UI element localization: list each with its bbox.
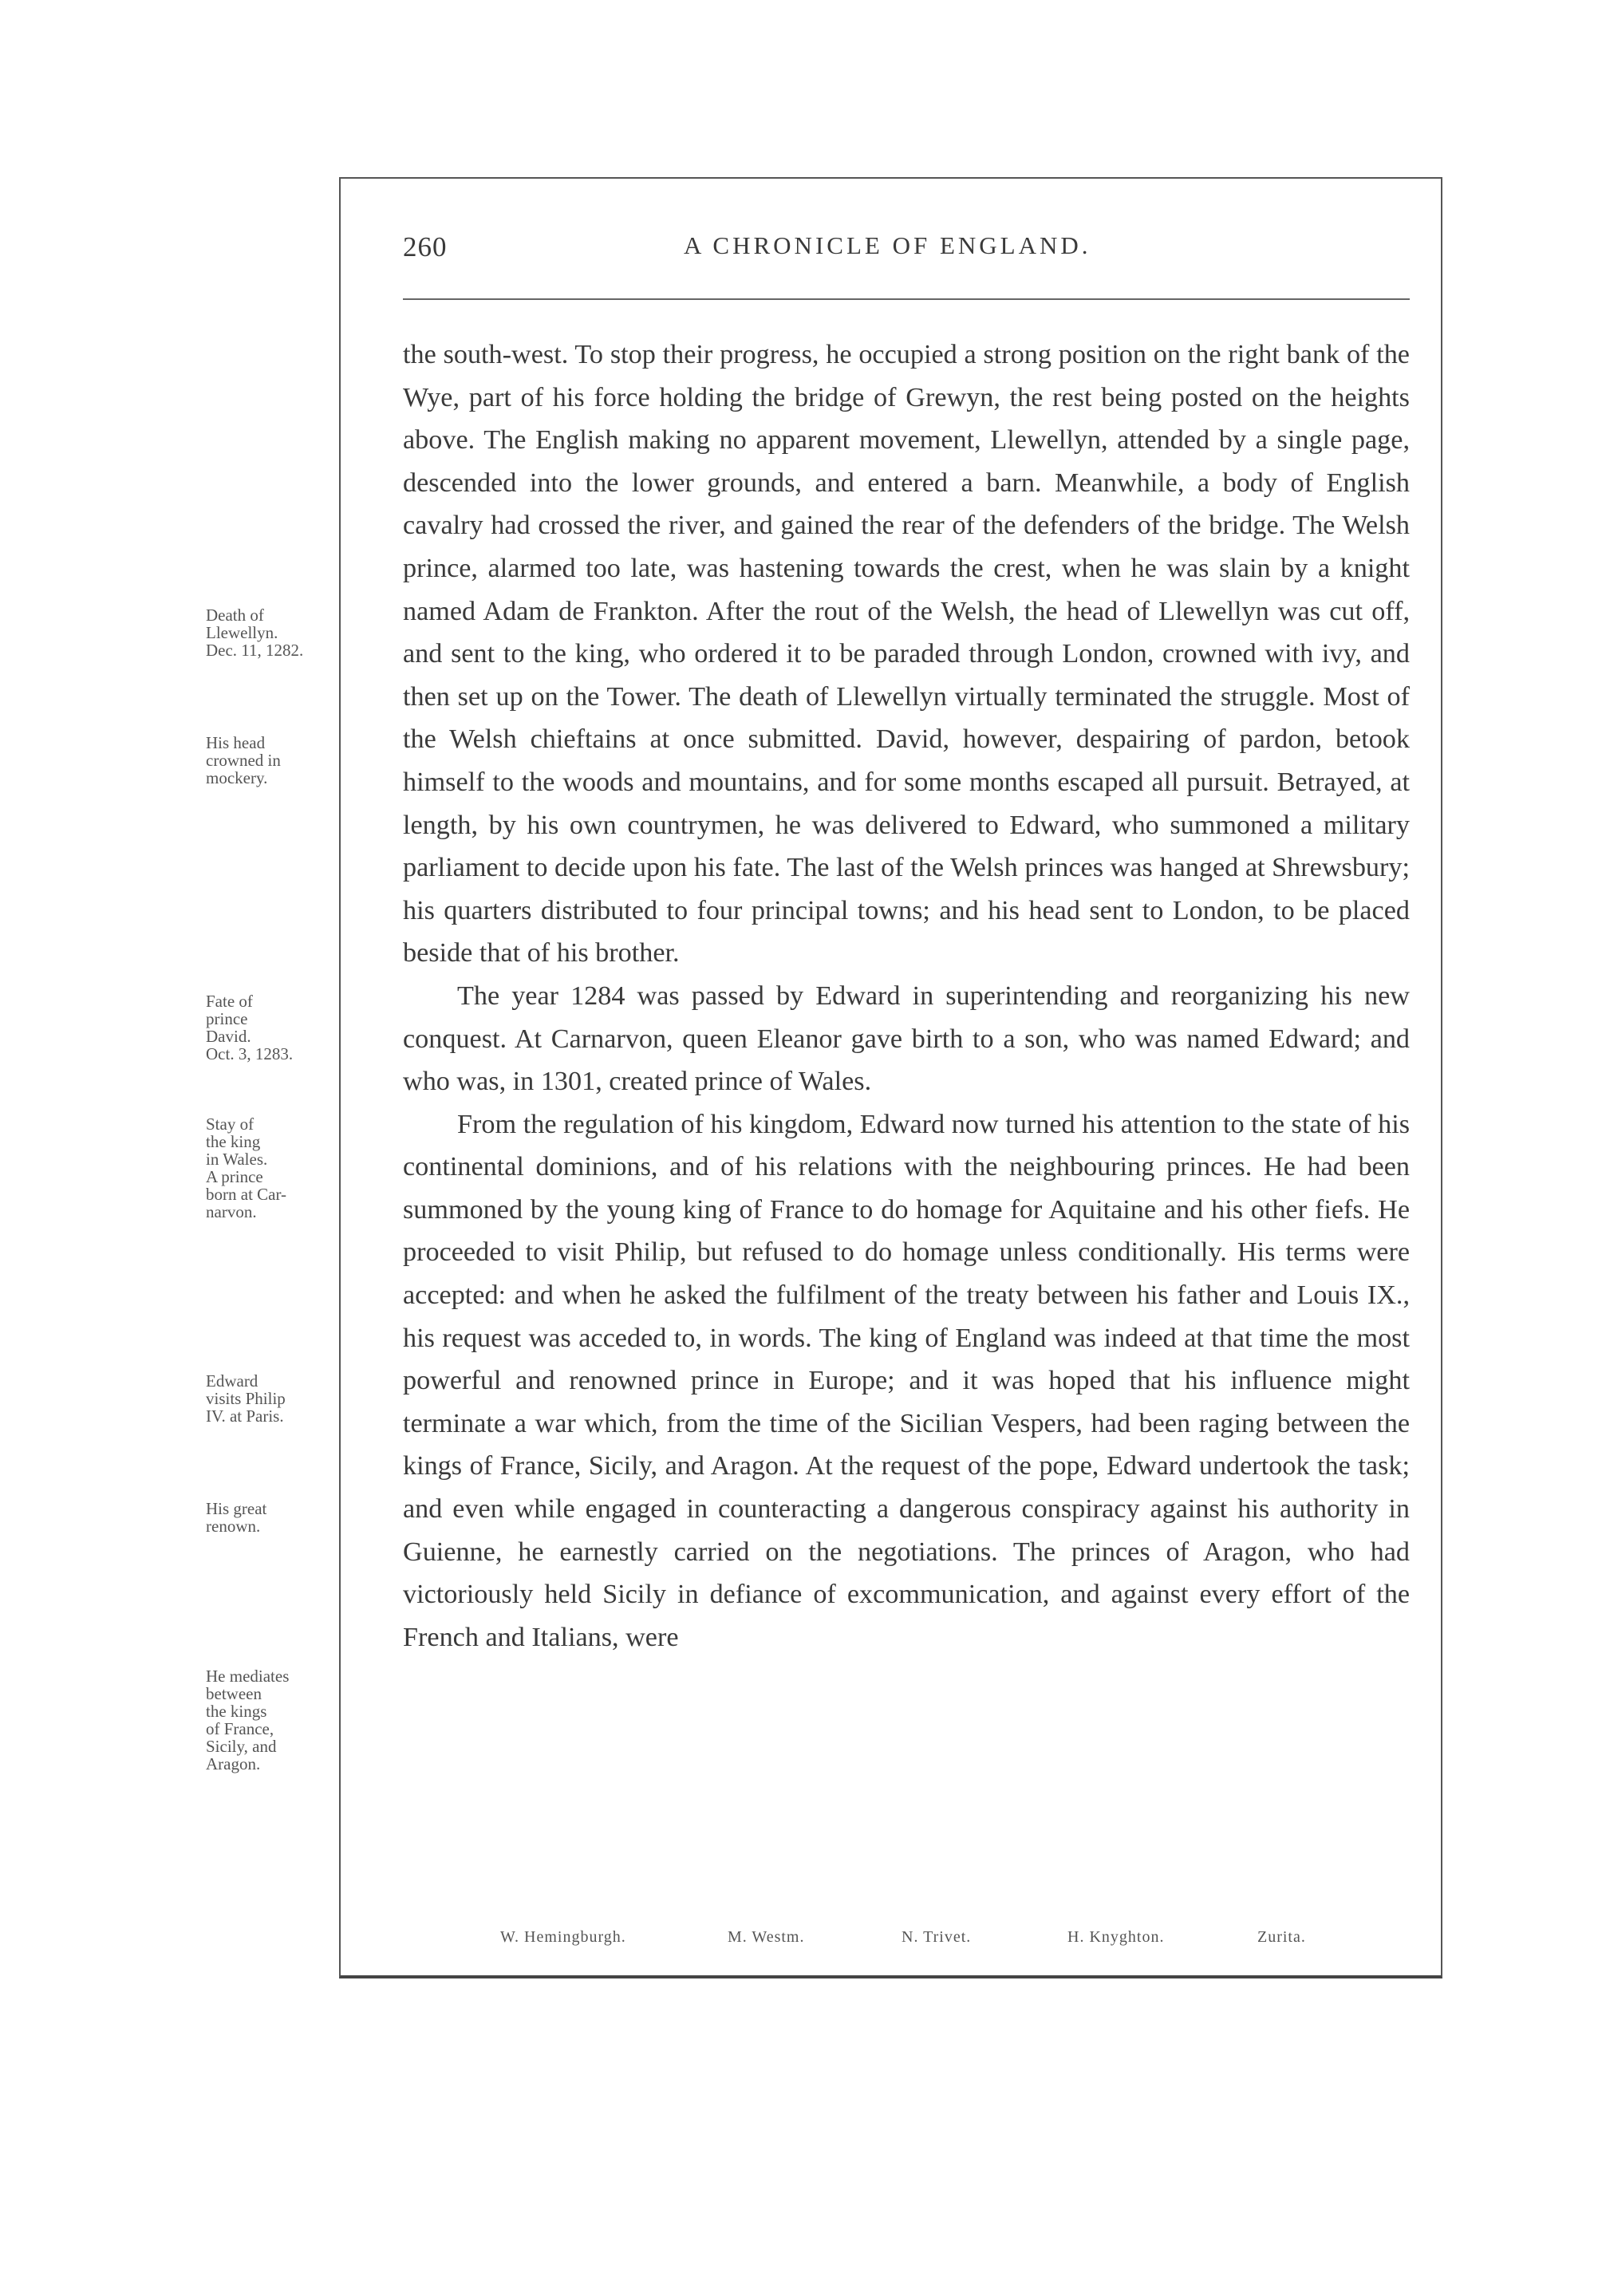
source-citation: M. Westm. [728,1928,805,1946]
margin-note-great-renown [206,1500,337,1535]
margin-note-line: between [206,1684,262,1703]
body-text [403,333,1410,1659]
source-citation: Zurita. [1257,1928,1306,1946]
margin-note-line: Aragon. [206,1754,261,1773]
margin-note-line: IV. at Paris. [206,1406,284,1426]
margin-note-line: in Wales. [206,1150,268,1169]
source-citation: N. Trivet. [902,1928,972,1946]
margin-note-fate-of-david [206,992,337,1063]
margin-note-line: renown. [206,1517,261,1536]
body-paragraph: the south-west. To stop their progress, he occupied a strong position on the right bank of the Wye, part of his force holding the bridge of Grewyn, the rest being posted on the heights above. The English making no apparent movement, Llewellyn, attended by a single page, descended into the lower grounds, and entered a barn. Meanwhile, a body of English cavalry had crossed the river, and gained the rear of the defenders of the bridge. The Welsh prince, alarmed too late, was hastening towards the crest, when he was slain by a knight named Adam de Frankton. After the rout of the Welsh, the head of Llewellyn was cut off, and sent to the king, who ordered it to be paraded through London, crowned with ivy, and then set up on the Tower. The death of Llewellyn virtually terminated the struggle. Most of the Welsh chieftains at once submitted. David, however, despairing of pardon, betook himself to the woods and mountains, and for some months escaped all pursuit. Betrayed, at length, by his own countrymen, he was delivered to Edward, who summoned a military parliament to decide upon his fate. The last of the Welsh princes was hanged at Shrewsbury; his quarters distributed to four principal towns; and his head sent to London, to be placed beside that of his brother. [403,340,1410,969]
margin-note-line: Fate of [206,992,253,1011]
running-head [403,231,1410,276]
margin-note-line: visits Philip [206,1389,286,1408]
margin-note-line: His great [206,1499,267,1518]
margin-note-line: mockery. [206,768,268,787]
margin-note-line: His head [206,733,266,752]
margin-note-line: born at Car- [206,1185,287,1204]
margin-note-line: Death of [206,606,264,625]
margin-note-line: Sicily, and [206,1737,277,1756]
margin-note-head-crowned [206,734,337,787]
header-rule [403,298,1410,300]
source-citation: W. Hemingburgh. [500,1928,626,1946]
margin-note-death-of-llewellyn [206,606,337,659]
margin-note-line: the king [206,1132,261,1151]
margin-note-line: Dec. 11, 1282. [206,641,304,660]
margin-note-line: Llewellyn. [206,623,278,642]
margin-note-line: crowned in [206,751,281,770]
margin-note-line: David. [206,1027,251,1046]
margin-note-line: He mediates [206,1667,290,1686]
margin-note-stay-in-wales [206,1115,337,1221]
margin-note-line: A prince [206,1167,263,1186]
margin-note-line: Edward [206,1371,258,1391]
margin-note-line: of France, [206,1719,274,1738]
body-paragraph: The year 1284 was passed by Edward in superintending and reorganizing his new conquest. At Carnarvon, queen Eleanor gave birth to a son, who was named Edward; and who was, in 1301, created prince of Wales. [403,980,1410,1097]
book-title: A CHRONICLE OF ENGLAND. [684,231,1091,259]
margin-note-line: Stay of [206,1114,254,1134]
body-paragraph: From the regulation of his kingdom, Edward now turned his attention to the state of his continental dominions, and of his relations with the neighbouring princes. He had been summoned by the young king of France to do homage for Aquitaine and his other fiefs. He proceeded to visit Philip, but refused to do homage unless conditionally. His terms were accepted: and when he asked the fulfilment of the treaty between his father and Louis IX., his request was acceded to, in words. The king of England was indeed at that time the most powerful and renowned prince in Europe; and it was hoped that his influence might terminate a war which, from the time of the Sicilian Vespers, had been raging between the kings of France, Sicily, and Aragon. At the request of the pope, Edward undertook the task; and even while engaged in counteracting a dangerous conspiracy against his authority in Guienne, he earnestly carried on the negotiations. The princes of Aragon, who had victoriously held Sicily in defiance of excommunication, and against every effort of the French and Italians, were [403,1109,1410,1652]
margin-note-line: narvon. [206,1202,257,1221]
page-number: 260 [403,231,448,262]
source-citation: H. Knyghton. [1067,1928,1165,1946]
margin-note-line: Oct. 3, 1283. [206,1044,294,1063]
margin-note-mediates [206,1667,337,1773]
margin-note-edward-visits-philip [206,1372,337,1425]
margin-note-line: prince [206,1009,248,1028]
margin-note-line: the kings [206,1702,267,1721]
